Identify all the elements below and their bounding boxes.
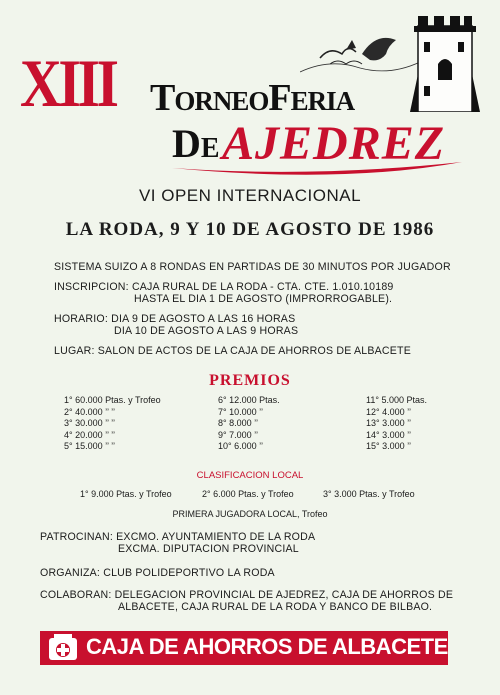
info-horario-day1: HORARIO: DIA 9 DE AGOSTO A LAS 16 HORAS bbox=[54, 313, 296, 325]
prize-row: 2° 40.000 ’’ ’’ bbox=[64, 406, 115, 417]
prize-row: 7° 10.000 ’’ bbox=[218, 406, 263, 417]
local-prize-2: 2° 6.000 Ptas. y Trofeo bbox=[202, 489, 294, 499]
edition-roman-numeral: XIII bbox=[20, 45, 116, 121]
prize-row: 4° 20.000 ’’ ’’ bbox=[64, 429, 115, 440]
prize-row: 8° 8.000 ’’ bbox=[218, 418, 258, 428]
prize-row: 1° 60.000 Ptas. y Trofeo bbox=[64, 395, 161, 405]
prizes-column-1 bbox=[64, 395, 161, 453]
prize-row: 15° 3.000 ’’ bbox=[366, 441, 411, 451]
patrocinan-line-2: EXCMA. DIPUTACION PROVINCIAL bbox=[118, 543, 299, 555]
colaboran-line-2: ALBACETE, CAJA RURAL DE LA RODA Y BANCO DE BILBAO. bbox=[118, 601, 433, 613]
chess-knight-bird-icon bbox=[300, 20, 420, 80]
colaboran-line-1: COLABORAN: DELEGACION PROVINCIAL DE AJEDREZ, CAJA DE AHORROS DE bbox=[40, 589, 454, 601]
title-swoosh bbox=[170, 160, 470, 182]
local-prize-3: 3° 3.000 Ptas. y Trofeo bbox=[323, 489, 415, 499]
bank-logo-icon bbox=[48, 634, 78, 662]
organiza-line: ORGANIZA: CLUB POLIDEPORTIVO LA RODA bbox=[40, 567, 275, 579]
info-lugar: LUGAR: SALON DE ACTOS DE LA CAJA DE AHORROS DE ALBACETE bbox=[54, 345, 411, 357]
prize-row: 9° 7.000 ’’ bbox=[218, 429, 258, 440]
prize-row: 3° 30.000 ’’ ’’ bbox=[64, 418, 115, 428]
prizes-column-2 bbox=[218, 395, 280, 453]
title-ajedrez: AJEDREZ bbox=[222, 117, 446, 170]
prizes-column-3 bbox=[366, 395, 427, 453]
castle-tower-icon bbox=[410, 14, 480, 112]
prize-row: 10° 6.000 ’’ bbox=[218, 441, 263, 451]
prize-row: 6° 12.000 Ptas. bbox=[218, 395, 280, 405]
info-inscripcion-deadline: HASTA EL DIA 1 DE AGOSTO (IMPRORROGABLE). bbox=[134, 293, 393, 305]
premios-title: PREMIOS bbox=[209, 372, 291, 389]
bank-banner bbox=[40, 631, 448, 665]
primera-jugadora: PRIMERA JUGADORA LOCAL, Trofeo bbox=[172, 509, 328, 519]
title-torneo-feria: TorneoFeria bbox=[150, 77, 355, 119]
info-inscripcion: INSCRIPCION: CAJA RURAL DE LA RODA - CTA. CTE. 1.010.10189 bbox=[54, 281, 394, 293]
info-sistema: SISTEMA SUIZO A 8 RONDAS EN PARTIDAS DE 30 MINUTOS POR JUGADOR bbox=[54, 261, 451, 273]
title-de: De bbox=[172, 121, 220, 166]
prize-row: 12° 4.000 ’’ bbox=[366, 406, 411, 417]
subtitle: VI OPEN INTERNACIONAL bbox=[138, 186, 362, 205]
prize-row: 13° 3.000 ’’ bbox=[366, 418, 411, 428]
clasificacion-title: CLASIFICACION LOCAL bbox=[196, 470, 304, 481]
prize-row: 11° 5.000 Ptas. bbox=[366, 395, 427, 405]
event-date: LA RODA, 9 Y 10 DE AGOSTO DE 1986 bbox=[65, 219, 435, 240]
local-prize-1: 1° 9.000 Ptas. y Trofeo bbox=[80, 489, 172, 499]
prize-row: 5° 15.000 ’’ ’’ bbox=[64, 441, 115, 451]
patrocinan-line-1: PATROCINAN: EXCMO. AYUNTAMIENTO DE LA RODA bbox=[40, 531, 316, 543]
prize-row: 14° 3.000 ’’ bbox=[366, 429, 411, 440]
info-horario-day2: DIA 10 DE AGOSTO A LAS 9 HORAS bbox=[114, 325, 299, 337]
bank-banner-text: CAJA DE AHORROS DE ALBACETE bbox=[86, 634, 448, 659]
